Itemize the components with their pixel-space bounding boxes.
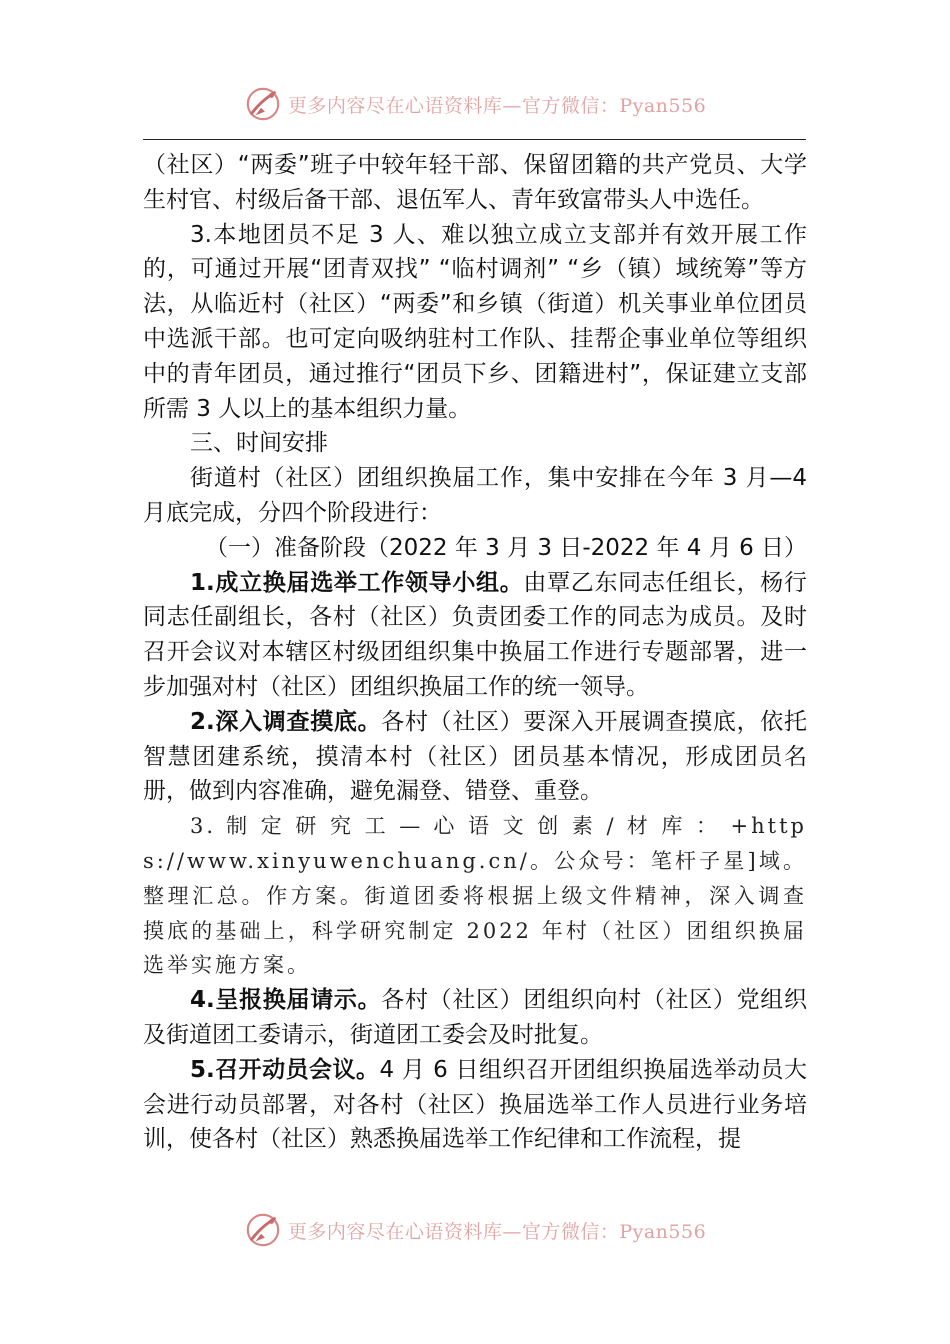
paragraph-3: 街道村（社区）团组织换届工作，集中安排在今年 3 月—4 月底完成，分四个阶段进行： [143, 465, 807, 526]
document-body [143, 148, 807, 1157]
item-5 [143, 1053, 807, 1157]
paragraph-1: （社区）“两委”班子中较年轻干部、保留团籍的共产党员、大学生村官、村级后备干部、退伍军人、青年致富带头人中选任。 [143, 152, 807, 213]
pen-logo-icon [244, 85, 282, 123]
item-1-title: 1.成立换届选举工作领导小组。 [190, 569, 524, 596]
item-4 [143, 983, 807, 1053]
watermark-text: 更多内容尽在心语资料库—官方微信：Pyan556 [287, 1220, 707, 1243]
item-3: 3. 制 定 研 究 工 — 心 语 文 创 素 / 材 库 ： +https://www.xinyuwenchuang.cn/。公众号：笔杆子星]域。整理汇总。作方案。街道团委将根据上级文件精神，深入调查摸底的基础上，科学研究制定 2022 年村（社区）团组织换届选举实施方案。 [143, 814, 807, 978]
pen-logo-icon [244, 1211, 282, 1249]
stage-heading-prep: （一）准备阶段（2022 年 3 月 3 日-2022 年 4 月 6 日） [205, 534, 808, 561]
item-2 [143, 705, 807, 809]
item-2-title: 2.深入调查摸底。 [190, 708, 382, 735]
section-heading-schedule: 三、时间安排 [190, 430, 328, 457]
item-1 [143, 566, 807, 705]
item-5-title: 5.召开动员会议。 [190, 1056, 380, 1083]
paragraph-2: 3.本地团员不足 3 人、难以独立成立支部并有效开展工作的，可通过开展“团青双找” “临村调剂” “乡（镇）域统筹”等方法，从临近村（社区）“两委”和乡镇（街道）机关事业单位团员中选派干部。也可定向吸纳驻村工作队、挂帮企事业单位等组织中的青年团员，通过推行“团员下乡、团籍进村”，保证建立支部所需 3 人以上的基本组织力量。 [143, 221, 807, 422]
item-4-title: 4.呈报换届请示。 [190, 987, 382, 1014]
footer-watermark [0, 1208, 950, 1252]
header-watermark [0, 82, 950, 126]
item-2-text: 各村（社区）要深入开展调查摸底，依托智慧团建系统，摸清本村（社区）团员基本情况，形成团员名册，做到内容准确，避免漏登、错登、重登。 [143, 708, 807, 805]
item-4-text: 各村（社区）团组织向村（社区）党组织及街道团工委请示，街道团工委会及时批复。 [143, 987, 807, 1048]
item-5-text: 4 月 6 日组织召开团组织换届选举动员大会进行动员部署，对各村（社区）换届选举工作人员进行业务培训，使各村（社区）熟悉换届选举工作纪律和工作流程，提 [143, 1056, 807, 1153]
item-1-text: 由覃乙东同志任组长，杨行同志任副组长，各村（社区）负责团委工作的同志为成员。及时召开会议对本辖区村级团组织集中换届工作进行专题部署，进一步加强对村（社区）团组织换届工作的统一领导。 [143, 569, 807, 700]
header-rule [143, 139, 806, 140]
watermark-text: 更多内容尽在心语资料库—官方微信：Pyan556 [287, 94, 707, 117]
